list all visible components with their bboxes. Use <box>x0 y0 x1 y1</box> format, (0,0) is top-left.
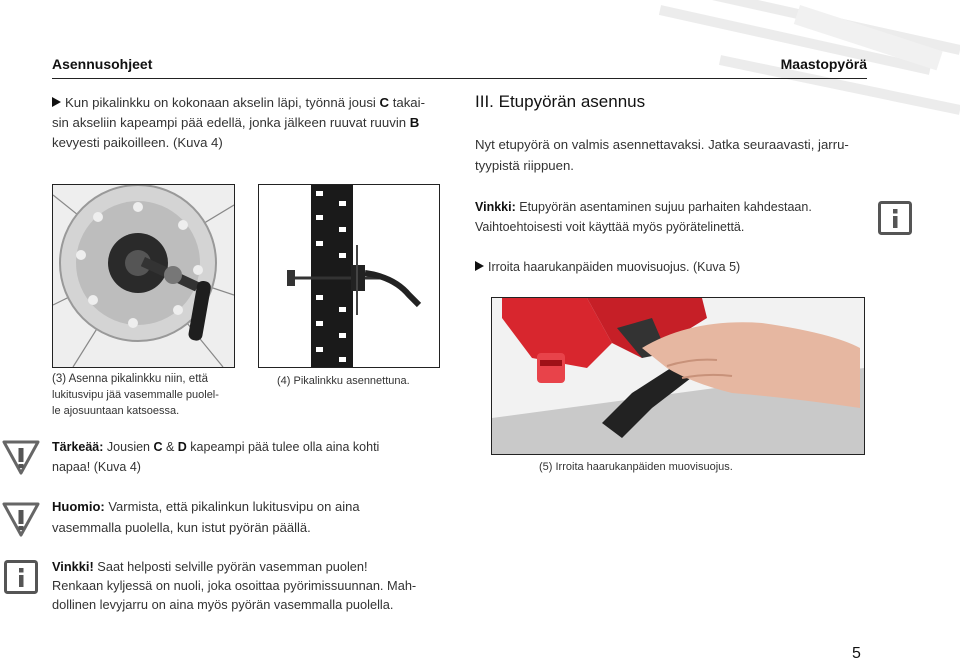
page-number: 5 <box>852 645 861 662</box>
important-block <box>52 437 472 477</box>
tip2-label: Vinkki! <box>52 559 94 574</box>
header-left-title: Asennusohjeet <box>52 56 153 72</box>
note-block <box>52 496 472 538</box>
section-text: Nyt etupyörä on valmis asennettavaksi. Jatka seuraavasti, jarru- <box>475 137 849 152</box>
tip-block <box>475 197 855 237</box>
photo-brake-disc <box>52 184 235 368</box>
section-text: tyypistä riippuen. <box>475 158 574 173</box>
important-label: Tärkeää: <box>52 440 104 454</box>
info-icon <box>878 201 912 235</box>
part-letter: D <box>177 440 187 454</box>
important-text: Jousien <box>103 440 154 454</box>
caption-figure-4: (4) Pikalinkku asennettuna. <box>277 375 410 387</box>
intro-text: kevyesti paikoilleen. (Kuva 4) <box>52 135 223 150</box>
warning-icon <box>2 500 40 538</box>
part-letter: C <box>379 95 390 110</box>
tip2-block <box>52 557 472 614</box>
header-rule <box>52 78 867 79</box>
tip2-text: dollinen levyjarru on aina myös pyörän vasemmalla puolella. <box>52 597 394 612</box>
tip2-text: Saat helposti selville pyörän vasemman puolen! <box>93 559 368 574</box>
note-label: Huomio: <box>52 499 105 514</box>
caption-text: (3) Asenna pikalinkku niin, että <box>52 373 208 385</box>
caption-figure-5: (5) Irroita haarukanpäiden muovisuojus. <box>539 461 733 473</box>
caption-text: lukitusvipu jää vasemmalle puolel- <box>52 389 219 401</box>
warning-icon <box>2 438 40 476</box>
intro-text: Kun pikalinkku on kokonaan akselin läpi, työnnä jousi <box>65 95 380 110</box>
triangle-bullet-icon <box>475 261 484 271</box>
intro-text: takai- <box>389 95 425 110</box>
intro-paragraph <box>52 93 442 153</box>
tip-text: Vaihtoehtoisesti voit käyttää myös pyörätelinettä. <box>475 220 745 234</box>
step-instruction <box>475 257 855 277</box>
tip2-text: Renkaan kyljessä on nuoli, joka osoittaa pyörimissuunnan. Mah- <box>52 578 417 593</box>
caption-figure-3 <box>52 371 252 419</box>
section-title: III. Etupyörän asennus <box>475 92 646 111</box>
step-text: Irroita haarukanpäiden muovisuojus. (Kuva 5) <box>488 260 741 274</box>
triangle-bullet-icon <box>52 97 61 107</box>
tip-label: Vinkki: <box>475 200 516 214</box>
photo-fork-cap <box>491 297 865 455</box>
caption-text: le ajosuuntaan katsoessa. <box>52 405 180 417</box>
important-text: napaa! (Kuva 4) <box>52 460 141 474</box>
tip-text: Etupyörän asentaminen sujuu parhaiten kahdestaan. <box>515 200 812 214</box>
info-icon <box>4 560 38 594</box>
intro-text: sin akseliin kapeampi pää edellä, jonka jälkeen ruuvat ruuvin <box>52 115 410 130</box>
header-right-title: Maastopyörä <box>780 56 867 72</box>
photo-quick-release <box>258 184 440 368</box>
important-text: kapeampi pää tulee olla aina kohti <box>186 440 380 454</box>
part-letter: C <box>153 440 163 454</box>
section-paragraph <box>475 134 875 176</box>
note-text: Varmista, että pikalinkun lukitusvipu on aina <box>104 499 360 514</box>
note-text: vasemmalla puolella, kun istut pyörän päällä. <box>52 520 311 535</box>
important-text: & <box>162 440 178 454</box>
part-letter: B <box>409 115 420 130</box>
